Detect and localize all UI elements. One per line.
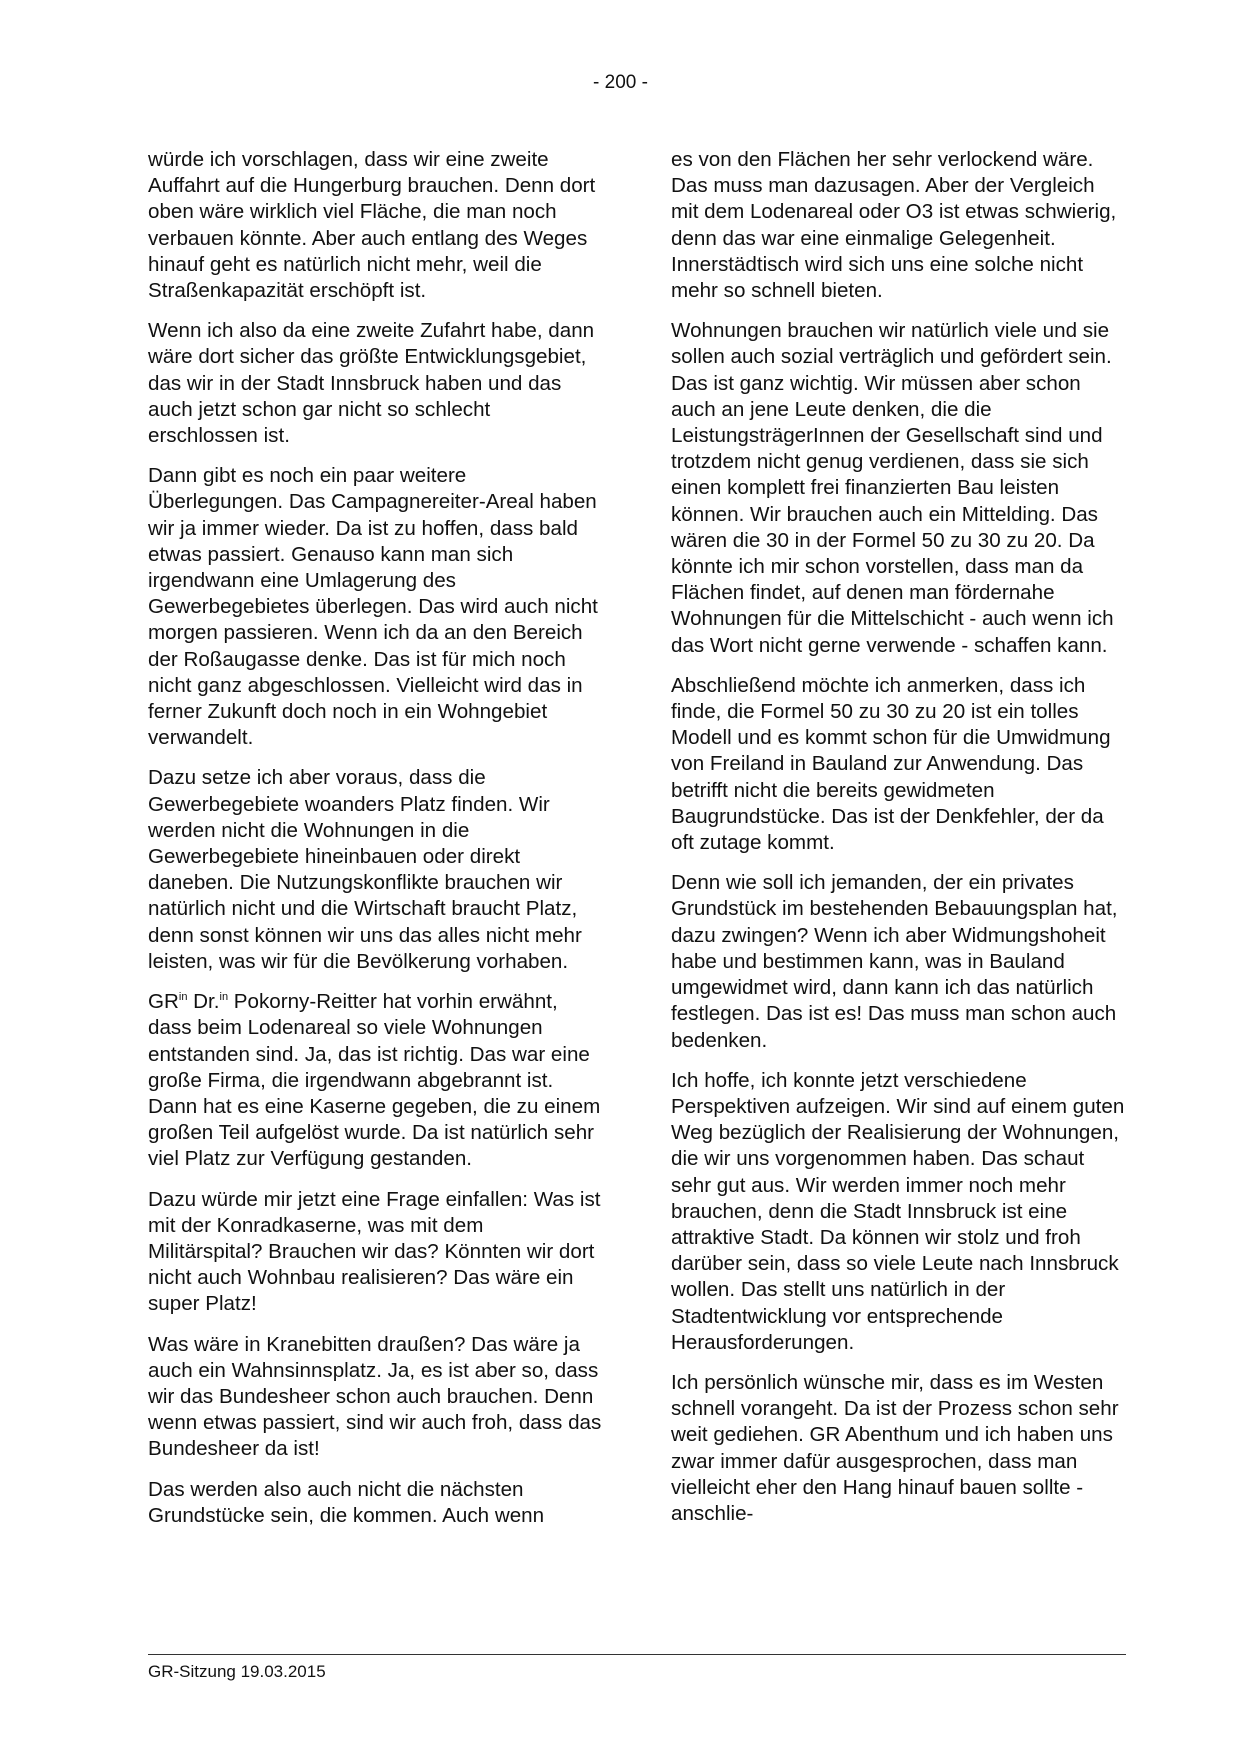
footer-divider: [148, 1654, 1126, 1655]
paragraph: es von den Flächen her sehr verlockend wäre. Das muss man dazusagen. Aber der Vergleich mit dem Lodenareal oder O3 ist etwas schwierig, denn das war eine einmalige Gelegenheit. Innerstädtisch wird sich uns eine solche nicht mehr so schnell bieten.: [671, 148, 1117, 303]
page-number: - 200 -: [593, 72, 648, 93]
paragraph: Was wäre in Kranebitten draußen? Das wäre ja auch ein Wahnsinnsplatz. Ja, es ist aber so, dass wir das Bundesheer schon auch brauchen. Denn wenn etwas passiert, sind wir auch froh, dass das Bundesheer da ist!: [148, 1332, 602, 1461]
paragraph-text: Pokorny-Reitter hat vorhin erwähnt, dass beim Lodenareal so viele Wohnungen entstanden sind. Ja, das ist richtig. Das war eine große Firma, die irgendwann abgebrannt ist. Dann hat es eine Kaserne gegeben, die zu einem großen Teil aufgelöst wurde. Da ist natürlich sehr viel Platz zur Verfügung gestanden.: [148, 990, 601, 1171]
paragraph: Dazu würde mir jetzt eine Frage einfallen: Was ist mit der Konradkaserne, was mit dem Militärspital? Brauchen wir das? Könnten wir dort nicht auch Wohnbau realisieren? Das wäre ein super Platz!: [148, 1187, 601, 1316]
right-column: [671, 147, 1126, 1541]
title-gr: GR: [148, 990, 179, 1014]
footer-session-date: GR-Sitzung 19.03.2015: [148, 1662, 326, 1681]
paragraph: würde ich vorschlagen, dass wir eine zweite Auffahrt auf die Hungerburg brauchen. Denn dort oben wäre wirklich viel Fläche, die man noch verbauen könnte. Aber auch entlang des Weges hinauf geht es natürlich nicht mehr, weil die Straßenkapazität erschöpft ist.: [148, 148, 596, 303]
paragraph: Abschließend möchte ich anmerken, dass ich finde, die Formel 50 zu 30 zu 20 ist ein tolles Modell und es kommt schon für die Umwidmung von Freiland in Bauland zur Anwendung. Das betrifft nicht die bereits gewidmeten Baugrundstücke. Das ist der Denkfehler, der da oft zutage kommt.: [671, 673, 1111, 855]
paragraph: Ich persönlich wünsche mir, dass es im Westen schnell vorangeht. Da ist der Prozess schon sehr weit gediehen. GR Abenthum und ich haben uns zwar immer dafür ausgesprochen, dass man vielleicht eher den Hang hinauf bauen sollte - anschlie-: [671, 1370, 1119, 1525]
paragraph: Ich hoffe, ich konnte jetzt verschiedene Perspektiven aufzeigen. Wir sind auf einem guten Weg bezüglich der Realisierung der Wohnungen, die wir uns vorgenommen haben. Das schaut sehr gut aus. Wir werden immer noch mehr brauchen, denn die Stadt Innsbruck ist eine attraktive Stadt. Da können wir stolz und froh darüber sein, dass so viele Leute nach Innsbruck wollen. Das stellt uns natürlich in der Stadtentwicklung vor entsprechende Herausforderungen.: [671, 1068, 1125, 1354]
paragraph: Dann gibt es noch ein paar weitere Überlegungen. Das Campagnereiter-Areal haben wir ja immer wieder. Da ist zu hoffen, dass bald etwas passiert. Genauso kann man sich irgendwann eine Umlagerung des Gewerbegebietes überlegen. Das wird auch nicht morgen passieren. Wenn ich da an den Bereich der Roßaugasse denke. Das ist für mich noch nicht ganz abgeschlossen. Vielleicht wird das in ferner Zukunft doch noch in ein Wohngebiet verwandelt.: [148, 464, 598, 750]
paragraph: Wohnungen brauchen wir natürlich viele und sie sollen auch sozial verträglich und gefördert sein. Das ist ganz wichtig. Wir müssen aber schon auch an jene Leute denken, die die LeistungsträgerInnen der Gesellschaft sind und trotzdem nicht genug verdienen, dass sie sich einen komplett frei finanzierten Bau leisten können. Wir brauchen auch ein Mittelding. Das wären die 30 in der Formel 50 zu 30 zu 20. Da könnte ich mir schon vorstellen, dass man da Flächen findet, auf denen man fördernahe Wohnungen für die Mittelschicht - auch wenn ich das Wort nicht gerne verwende - schaffen kann.: [671, 319, 1114, 657]
paragraph: Denn wie soll ich jemanden, der ein privates Grundstück im bestehenden Bebauungsplan hat, dazu zwingen? Wenn ich aber Widmungshoheit habe und bestimmen kann, was in Bauland umgewidmet wird, dann kann ich das natürlich festlegen. Das ist es! Das muss man schon auch bedenken.: [671, 871, 1118, 1052]
paragraph: Das werden also auch nicht die nächsten Grundstücke sein, die kommen. Auch wenn: [148, 1477, 545, 1527]
paragraph: [148, 989, 603, 1172]
title-dr: Dr.: [187, 990, 220, 1014]
title-gr-suffix: in: [178, 991, 188, 1004]
paragraph: Wenn ich also da eine zweite Zufahrt habe, dann wäre dort sicher das größte Entwicklungsgebiet, das wir in der Stadt Innsbruck haben und das auch jetzt schon gar nicht so schlecht erschlossen ist.: [148, 319, 595, 448]
title-dr-suffix: in: [219, 991, 229, 1004]
paragraph: Dazu setze ich aber voraus, dass die Gewerbegebiete woanders Platz finden. Wir werden nicht die Wohnungen in die Gewerbegebiete hineinbauen oder direkt daneben. Die Nutzungskonflikte brauchen wir natürlich nicht und die Wirtschaft braucht Platz, denn sonst können wir uns das alles nicht mehr leisten, was wir für die Bevölkerung vorhaben.: [148, 766, 582, 973]
left-column: [148, 147, 603, 1543]
